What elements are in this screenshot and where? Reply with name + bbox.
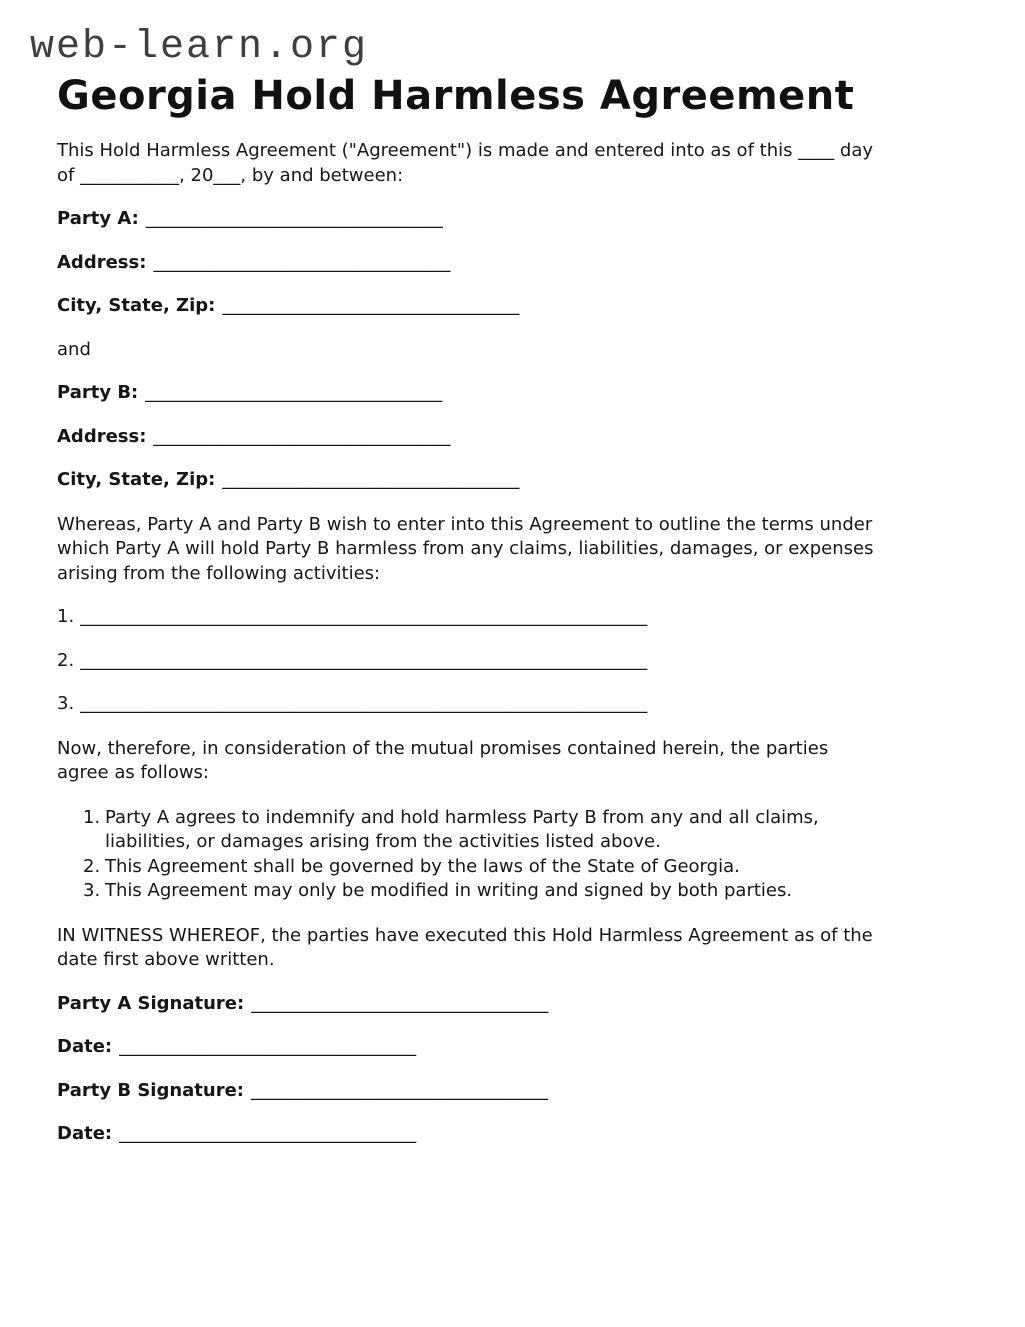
term-number-1: 1. (83, 806, 101, 828)
party-b-citystatezip-blank: _________________________________ (222, 469, 520, 490)
witness-line-2: date first above written. (57, 949, 275, 970)
party-a-signature-label: Party A Signature: (57, 992, 245, 1014)
terms-list (57, 806, 970, 904)
party-b-name-row (57, 381, 970, 406)
activity-number-3: 3. (57, 693, 75, 714)
intro-paragraph (57, 139, 970, 188)
site-logo-text: web-learn.org (30, 25, 369, 70)
party-a-date-blank: _________________________________ (119, 1036, 417, 1057)
term-number-3: 3. (83, 880, 101, 901)
party-a-citystatezip-blank: _________________________________ (222, 295, 520, 316)
term-item-2 (57, 855, 970, 880)
party-a-signature-row (57, 992, 970, 1017)
activity-number-1: 1. (57, 606, 75, 627)
party-a-name-row (57, 207, 970, 232)
term-2-line-1: This Agreement shall be governed by the laws of the State of Georgia. (105, 855, 740, 877)
party-a-citystatezip-row (57, 294, 970, 319)
activity-blank-2: _______________________________________________________________ (80, 649, 648, 671)
party-a-citystatezip-label: City, State, Zip: (57, 295, 216, 316)
party-a-date-row (57, 1035, 970, 1060)
now-therefore-line-1: Now, therefore, in consideration of the mutual promises contained herein, the parties (57, 737, 829, 759)
activity-blank-row-1 (57, 605, 970, 630)
party-a-blank: _________________________________ (145, 208, 443, 229)
party-a-address-row (57, 251, 970, 276)
party-b-citystatezip-row (57, 468, 970, 493)
activity-number-2: 2. (57, 649, 75, 671)
party-b-date-blank: _________________________________ (119, 1123, 417, 1144)
party-b-label: Party B: (57, 382, 139, 403)
activity-blank-row-3 (57, 692, 970, 717)
whereas-paragraph (57, 513, 970, 587)
party-b-address-row (57, 425, 970, 450)
witness-line-1: IN WITNESS WHEREOF, the parties have executed this Hold Harmless Agreement as of the (57, 924, 873, 946)
parties-connector-text: and (57, 338, 91, 360)
term-number-2: 2. (83, 855, 101, 877)
term-text-1 (105, 806, 970, 855)
term-item-3 (57, 879, 970, 904)
activity-blank-3: _______________________________________________________________ (80, 693, 648, 714)
intro-line-1: This Hold Harmless Agreement ("Agreement") is made and entered into as of this ____ day (57, 140, 874, 161)
term-text-3 (105, 879, 970, 904)
page-title: Georgia Hold Harmless Agreement (57, 73, 855, 119)
activity-blank-1: _______________________________________________________________ (80, 606, 648, 627)
party-b-date-label: Date: (57, 1123, 113, 1144)
party-a-signature-blank: _________________________________ (251, 992, 549, 1014)
intro-line-2: of ___________, 20___, by and between: (57, 164, 404, 186)
party-b-signature-row (57, 1079, 970, 1104)
party-b-citystatezip-label: City, State, Zip: (57, 469, 216, 490)
party-b-date-row (57, 1122, 970, 1147)
activity-blank-row-2 (57, 649, 970, 674)
party-b-blank: _________________________________ (145, 382, 443, 403)
term-1-line-1: Party A agrees to indemnify and hold harmless Party B from any and all claims, (105, 806, 819, 828)
term-text-2 (105, 855, 970, 880)
party-a-address-label: Address: (57, 251, 147, 273)
party-b-signature-blank: _________________________________ (251, 1079, 549, 1101)
term-3-line-1: This Agreement may only be modified in writing and signed by both parties. (105, 880, 793, 901)
party-a-date-label: Date: (57, 1036, 113, 1057)
party-a-address-blank: _________________________________ (153, 251, 451, 273)
whereas-line-2: which Party A will hold Party B harmless from any claims, liabilities, damages, or expenses (57, 538, 874, 559)
whereas-line-1: Whereas, Party A and Party B wish to enter into this Agreement to outline the terms under (57, 513, 873, 535)
witness-paragraph (57, 924, 970, 973)
party-b-signature-label: Party B Signature: (57, 1079, 245, 1101)
party-b-address-label: Address: (57, 425, 147, 447)
now-therefore-line-2: agree as follows: (57, 762, 209, 783)
party-b-address-blank: _________________________________ (153, 425, 451, 447)
whereas-line-3: arising from the following activities: (57, 562, 381, 584)
party-a-label: Party A: (57, 208, 139, 229)
now-therefore-paragraph (57, 737, 970, 786)
term-item-1 (57, 806, 970, 855)
term-1-line-2: liabilities, or damages arising from the activities listed above. (105, 831, 661, 852)
